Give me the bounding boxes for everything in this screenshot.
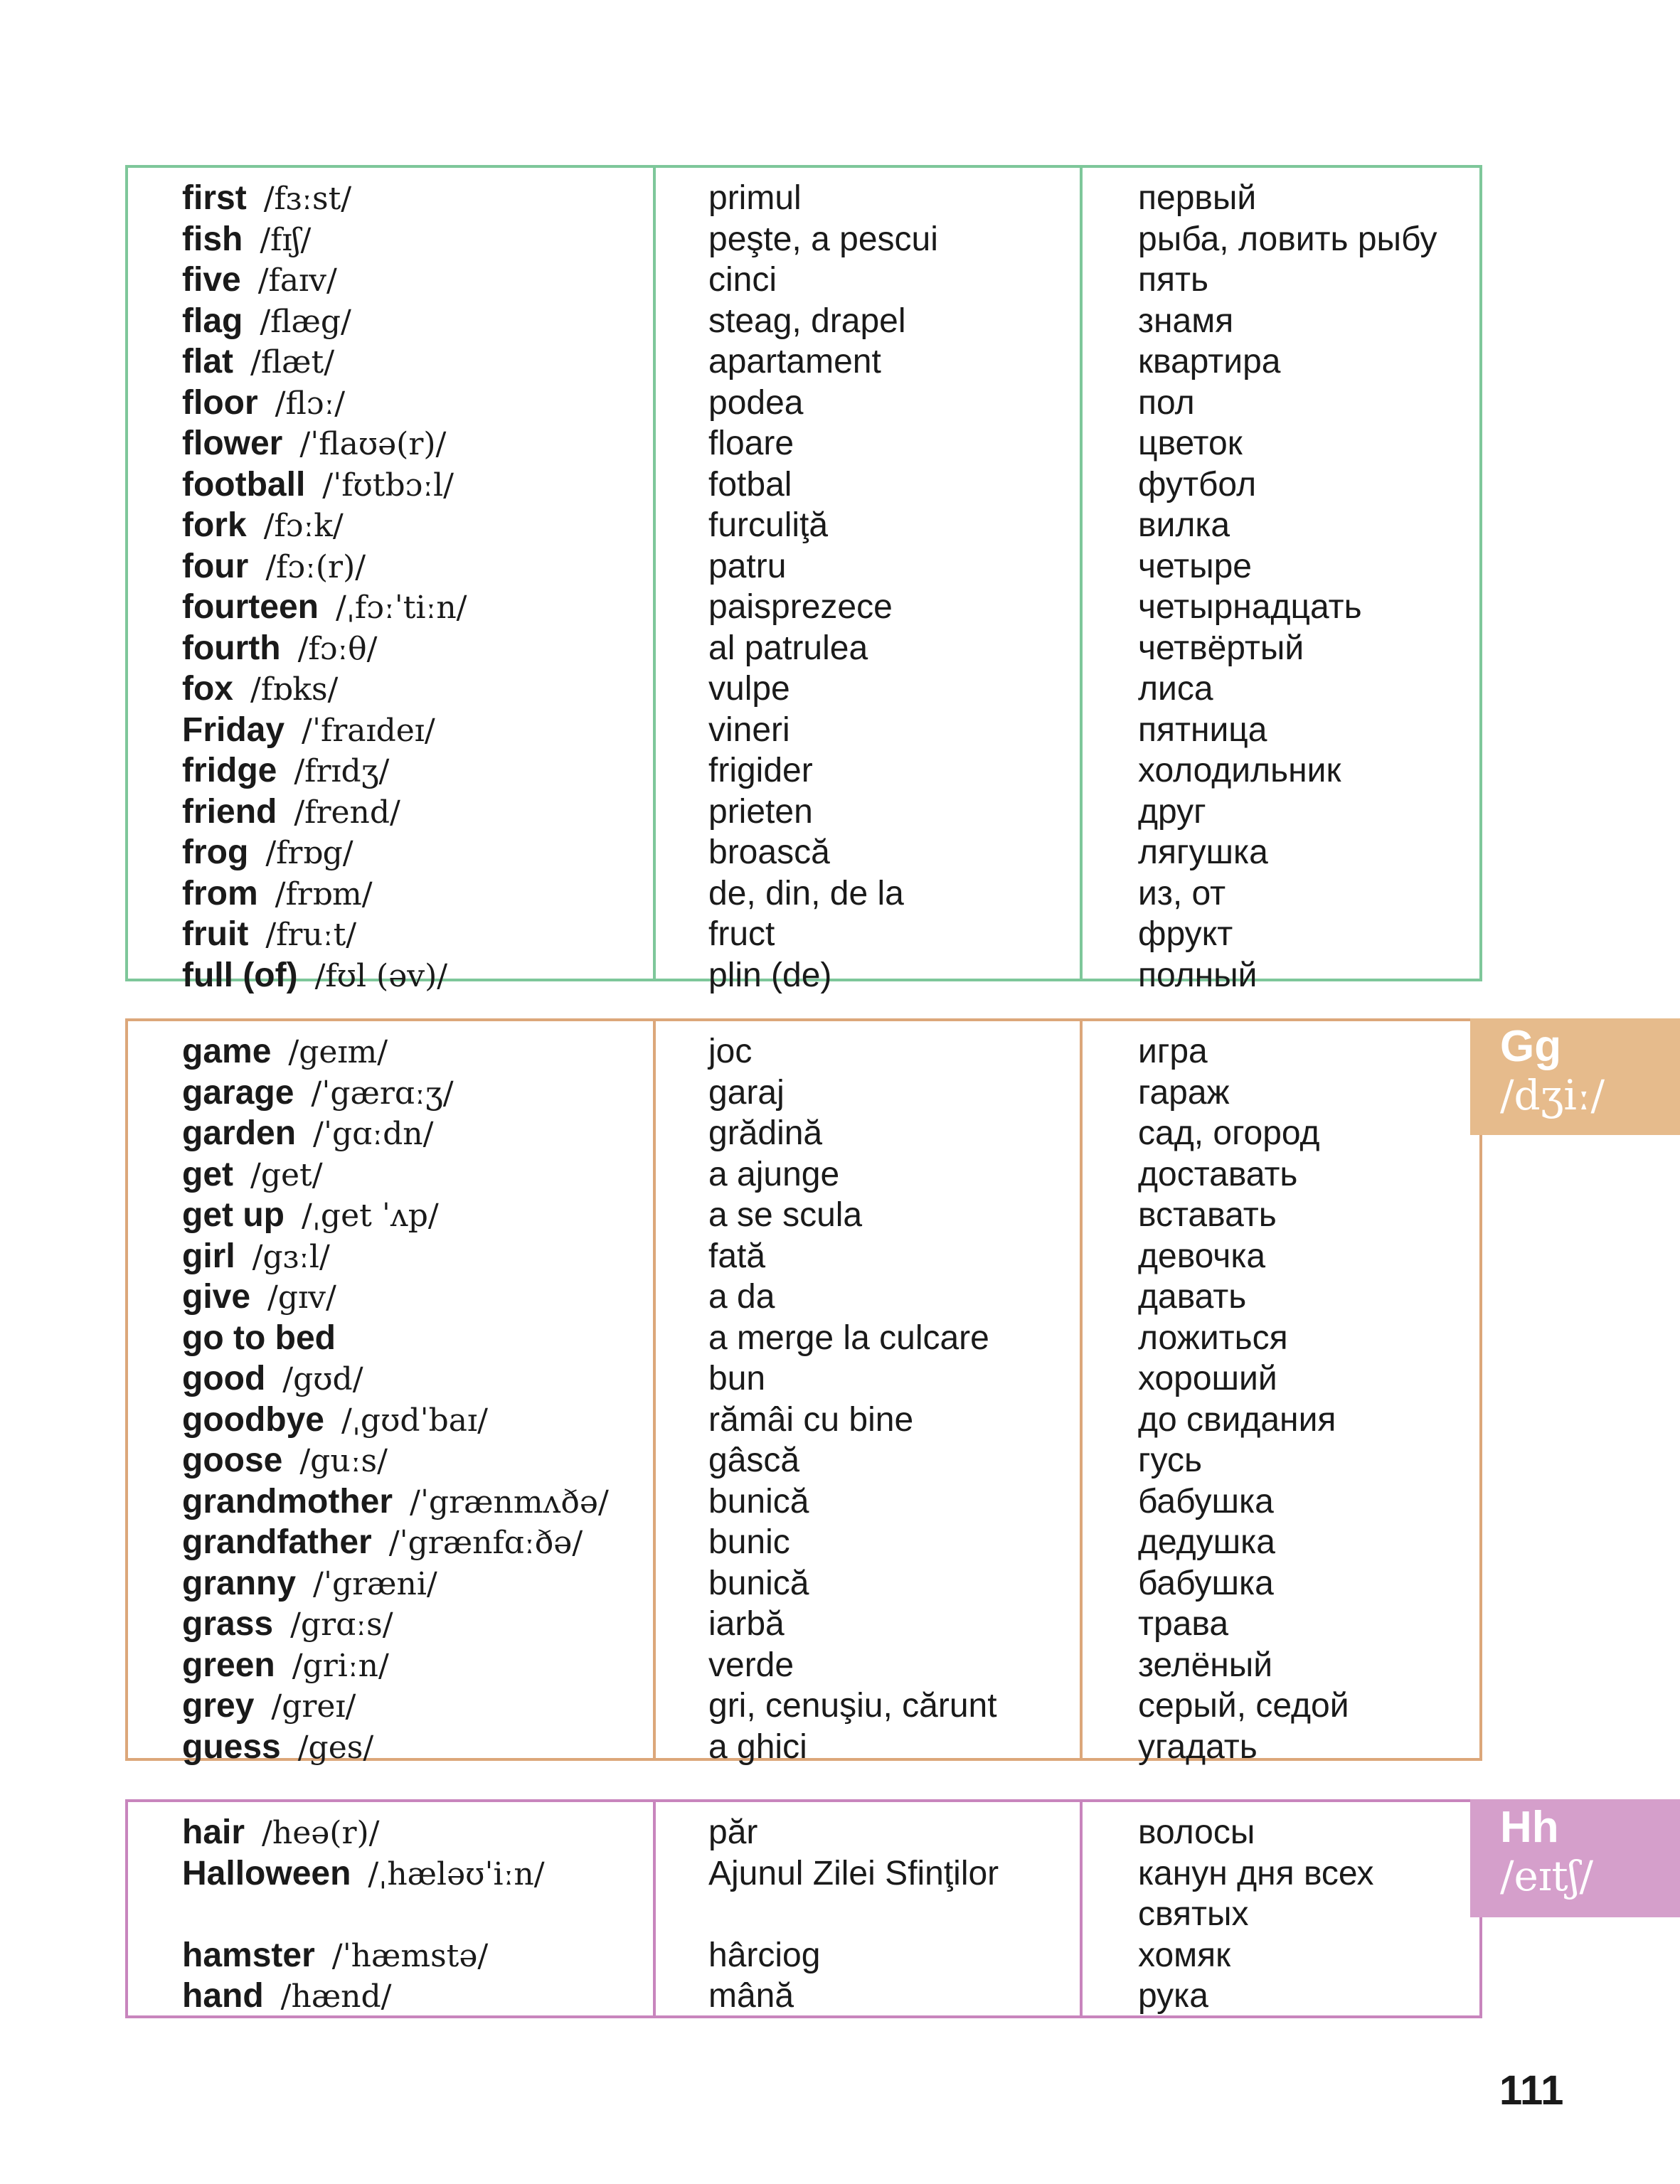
russian-translation: волосы: [1138, 1813, 1255, 1851]
english-cell: [182, 1113, 433, 1154]
vocab-row: [128, 832, 1479, 873]
transcription: /fʊl (əv)/: [314, 957, 448, 994]
vocab-row: [128, 1195, 1479, 1236]
romanian-translation: hârciog: [708, 1936, 821, 1974]
romanian-translation: broască: [708, 833, 830, 871]
russian-translation: бабушка: [1138, 1482, 1274, 1520]
romanian-translation: de, din, de la: [708, 874, 904, 912]
english-word: friend: [182, 792, 277, 831]
russian-translation: из, от: [1138, 874, 1226, 912]
romanian-translation: gri, cenuşiu, cărunt: [708, 1687, 997, 1725]
russian-translation: полный: [1138, 956, 1258, 994]
vocab-row: [128, 668, 1479, 710]
vocab-row: [128, 1277, 1479, 1318]
transcription: /flæt/: [250, 344, 335, 380]
vocab-row: [128, 1358, 1479, 1400]
english-word: fourteen: [182, 588, 319, 626]
vocab-row: [128, 219, 1479, 260]
transcription: /fɪʃ/: [260, 221, 312, 258]
russian-translation: холодильник: [1138, 752, 1341, 789]
transcription: /fɔːk/: [263, 508, 344, 544]
english-cell: [182, 628, 378, 669]
romanian-translation: a ghici: [708, 1727, 807, 1766]
romanian-translation: bunică: [708, 1482, 809, 1520]
english-cell: [182, 260, 337, 301]
g-words-table: [125, 1018, 1482, 1766]
romanian-translation: verde: [708, 1646, 794, 1684]
english-word: hair: [182, 1813, 245, 1851]
vocab-row: [128, 1154, 1479, 1195]
vocab-row: [128, 341, 1479, 383]
russian-translation: четырнадцать: [1138, 588, 1362, 626]
english-cell: [182, 1935, 488, 1976]
vocab-row: [128, 1400, 1479, 1441]
vocab-row: [128, 914, 1479, 955]
transcription: /ˌget ˈʌp/: [301, 1198, 439, 1234]
russian-translation: давать: [1138, 1278, 1247, 1316]
russian-translation: сад, огород: [1138, 1114, 1320, 1152]
vocab-row: [128, 587, 1479, 628]
transcription: /ˈgærɑːʒ/: [311, 1075, 454, 1112]
russian-translation: гараж: [1138, 1073, 1230, 1112]
russian-translation: квартира: [1138, 343, 1281, 380]
russian-translation: лягушка: [1138, 833, 1268, 871]
russian-translation: зелёный: [1138, 1646, 1273, 1684]
tab-ipa: /dʒiː/: [1500, 1071, 1605, 1119]
russian-translation: гусь: [1138, 1442, 1202, 1479]
romanian-translation: prieten: [708, 792, 813, 831]
romanian-translation: grădină: [708, 1114, 823, 1152]
russian-translation: рука: [1138, 1977, 1208, 2015]
vocab-row: [128, 1812, 1479, 1853]
english-cell: [182, 832, 353, 873]
transcription: /heə(r)/: [262, 1815, 380, 1851]
english-cell: [182, 423, 446, 464]
english-cell: [182, 1236, 330, 1277]
russian-translation: угадать: [1138, 1727, 1258, 1766]
transcription: /frɪdʒ/: [294, 753, 390, 789]
vocab-row: [128, 628, 1479, 669]
russian-translation: пятница: [1138, 710, 1267, 749]
tab-ipa: /eɪtʃ/: [1500, 1852, 1594, 1900]
english-cell: [182, 341, 334, 383]
vocab-row: [128, 1976, 1479, 2017]
vocab-row: [128, 1440, 1479, 1481]
russian-translation: хороший: [1138, 1360, 1277, 1397]
vocab-row: [128, 1481, 1479, 1523]
transcription: /hænd/: [280, 1978, 392, 2015]
russian-translation: вставать: [1138, 1196, 1277, 1234]
transcription: /ˈgrænfɑːðə/: [388, 1525, 583, 1561]
russian-translation: вилка: [1138, 506, 1230, 544]
english-cell: [182, 1195, 439, 1236]
transcription: /flɔː/: [275, 385, 346, 422]
transcription: /ˈgræni/: [313, 1565, 437, 1602]
romanian-translation: frigider: [708, 752, 813, 789]
transcription: /gʊd/: [282, 1361, 363, 1397]
romanian-translation: Ajunul Zilei Sfinţilor: [708, 1854, 999, 1892]
english-cell: [182, 873, 373, 915]
romanian-translation: rămâi cu bine: [708, 1400, 914, 1439]
transcription: /ˌgʊdˈbaɪ/: [341, 1402, 488, 1439]
english-word: Friday: [182, 710, 285, 749]
romanian-translation: bunic: [708, 1523, 790, 1561]
english-cell: [182, 1727, 373, 1768]
romanian-translation: primul: [708, 179, 802, 217]
russian-translation: пол: [1138, 383, 1195, 422]
english-cell: [182, 710, 435, 751]
english-word: fruit: [182, 915, 249, 953]
romanian-translation: plin (de): [708, 956, 832, 994]
romanian-translation: păr: [708, 1813, 758, 1851]
english-word: full (of): [182, 956, 298, 994]
english-word: fox: [182, 670, 233, 708]
russian-translation: рыба, ловить рыбу: [1138, 220, 1437, 258]
vocab-row: [128, 1645, 1479, 1686]
vocab-row: [128, 1727, 1479, 1768]
transcription: /ˈhæmstə/: [331, 1937, 489, 1974]
english-word: granny: [182, 1564, 297, 1602]
transcription: /ˈfʊtbɔːl/: [322, 467, 454, 504]
english-word: garage: [182, 1073, 294, 1112]
russian-translation: футбол: [1138, 465, 1257, 504]
romanian-translation: furculiţă: [708, 506, 829, 544]
transcription: /fruːt/: [265, 917, 357, 953]
vocab-row: [128, 792, 1479, 833]
transcription: /ˈfraɪdeɪ/: [302, 712, 435, 749]
english-cell: [182, 1358, 363, 1400]
tab-letter: Gg: [1500, 1022, 1562, 1071]
romanian-translation: apartament: [708, 343, 881, 380]
romanian-translation: patru: [708, 547, 787, 585]
romanian-translation: a se scula: [708, 1196, 863, 1234]
english-word: four: [182, 547, 249, 585]
transcription: /grɑːs/: [290, 1607, 393, 1643]
russian-translation: пять: [1138, 261, 1208, 299]
romanian-translation: fată: [708, 1237, 766, 1275]
romanian-translation: mână: [708, 1977, 794, 2015]
russian-translation: до свидания: [1138, 1400, 1336, 1439]
english-word: from: [182, 874, 258, 912]
vocab-row: [128, 546, 1479, 587]
vocab-row: [128, 1236, 1479, 1277]
transcription: /greɪ/: [271, 1688, 356, 1725]
english-word: good: [182, 1360, 266, 1397]
english-cell: [182, 792, 400, 833]
russian-translation: канун дня всех: [1138, 1854, 1374, 1892]
romanian-translation: floare: [708, 425, 794, 462]
english-cell: [182, 464, 454, 506]
romanian-translation: podea: [708, 383, 804, 422]
english-word: grandfather: [182, 1523, 372, 1561]
english-word: get up: [182, 1196, 285, 1234]
english-cell: [182, 955, 447, 996]
english-cell: [182, 1481, 609, 1523]
transcription: /get/: [250, 1156, 323, 1193]
romanian-translation: iarbă: [708, 1605, 785, 1643]
english-cell: [182, 383, 345, 424]
russian-translation: игра: [1138, 1033, 1208, 1070]
english-word: first: [182, 179, 247, 217]
english-cell: [182, 1853, 545, 1895]
english-word: grey: [182, 1687, 255, 1725]
russian-translation: лиса: [1138, 670, 1213, 708]
english-cell: [182, 1976, 392, 2017]
english-cell: [182, 1563, 437, 1604]
transcription: /fɜːst/: [263, 181, 352, 217]
transcription: /ˌhæləʊˈiːn/: [368, 1855, 545, 1892]
english-cell: [182, 1440, 388, 1481]
russian-translation: знамя: [1138, 302, 1234, 340]
english-cell: [182, 1154, 323, 1195]
transcription: /fɔː(r)/: [265, 548, 366, 585]
english-word: give: [182, 1278, 251, 1316]
english-word: go to bed: [182, 1319, 336, 1357]
transcription: /ˈgɑːdn/: [313, 1116, 434, 1152]
vocab-row: [128, 1894, 1479, 1935]
vocab-row: [128, 260, 1479, 301]
english-word: fridge: [182, 752, 277, 789]
transcription: /ges/: [297, 1729, 374, 1766]
transcription: /griːn/: [292, 1647, 389, 1684]
english-cell: [182, 587, 467, 628]
vocab-row: [128, 1563, 1479, 1604]
english-word: get: [182, 1155, 233, 1193]
vocab-row: [128, 1522, 1479, 1563]
transcription: /flæg/: [260, 303, 351, 340]
english-word: green: [182, 1646, 275, 1684]
english-cell: [182, 219, 311, 260]
romanian-translation: gâscă: [708, 1442, 800, 1479]
english-cell: [182, 668, 338, 710]
english-cell: [182, 1318, 353, 1359]
english-word: flag: [182, 302, 243, 340]
vocab-row: [128, 464, 1479, 506]
russian-translation: девочка: [1138, 1237, 1266, 1275]
english-word: girl: [182, 1237, 235, 1275]
vocab-row: [128, 1853, 1479, 1895]
transcription: /faɪv/: [257, 262, 337, 299]
english-cell: [182, 178, 351, 219]
russian-translation: дедушка: [1138, 1523, 1275, 1561]
vocab-row: [128, 1935, 1479, 1976]
romanian-translation: garaj: [708, 1073, 785, 1112]
romanian-translation: joc: [708, 1033, 753, 1070]
romanian-translation: a da: [708, 1278, 775, 1316]
romanian-translation: vulpe: [708, 670, 790, 708]
vocab-row: [128, 710, 1479, 751]
vocab-row: [128, 1113, 1479, 1154]
vocab-row: [128, 505, 1479, 546]
english-word: fork: [182, 506, 247, 544]
letter-tab-g: [1470, 1018, 1680, 1135]
english-word: five: [182, 261, 241, 299]
english-word: frog: [182, 833, 249, 871]
english-word: flower: [182, 425, 283, 462]
vocab-row: [128, 955, 1479, 996]
english-cell: [182, 1685, 356, 1727]
english-word: game: [182, 1033, 272, 1070]
russian-translation: первый: [1138, 179, 1257, 217]
romanian-translation: fotbal: [708, 465, 792, 504]
vocab-row: [128, 423, 1479, 464]
russian-translation: четвёртый: [1138, 629, 1304, 667]
english-word: floor: [182, 383, 258, 422]
english-cell: [182, 1645, 389, 1686]
english-word: grandmother: [182, 1482, 393, 1520]
english-word: fourth: [182, 629, 281, 667]
transcription: /ˈgrænmʌðə/: [410, 1483, 609, 1520]
english-word: hamster: [182, 1936, 315, 1974]
english-word: guess: [182, 1727, 281, 1766]
transcription: /fɒks/: [250, 671, 339, 708]
tab-letter: Hh: [1500, 1803, 1559, 1852]
english-cell: [182, 750, 389, 792]
romanian-translation: peşte, a pescui: [708, 220, 938, 258]
vocab-row: [128, 1031, 1479, 1072]
english-cell: [182, 1604, 393, 1645]
transcription: /frɒg/: [265, 835, 353, 871]
romanian-translation: fruct: [708, 915, 775, 953]
russian-translation: ложиться: [1138, 1319, 1288, 1357]
transcription: /gɜːl/: [252, 1238, 330, 1275]
english-cell: [182, 1522, 583, 1563]
vocab-row: [128, 873, 1479, 915]
letter-tab-h: [1470, 1799, 1680, 1917]
vocab-row: [128, 178, 1479, 219]
vocab-row: [128, 750, 1479, 792]
transcription: /guːs/: [299, 1443, 388, 1479]
romanian-translation: steag, drapel: [708, 302, 906, 340]
english-word: goodbye: [182, 1400, 324, 1439]
english-word: football: [182, 465, 306, 504]
vocab-row: [128, 1072, 1479, 1114]
romanian-translation: paisprezece: [708, 588, 893, 626]
russian-translation: друг: [1138, 792, 1206, 831]
english-cell: [182, 301, 351, 342]
english-cell: [182, 1031, 388, 1072]
english-word: goose: [182, 1442, 283, 1479]
russian-translation: бабушка: [1138, 1564, 1274, 1602]
english-word: Halloween: [182, 1854, 351, 1892]
russian-translation: трава: [1138, 1605, 1229, 1643]
russian-translation: доставать: [1138, 1155, 1298, 1193]
transcription: /frend/: [294, 794, 400, 831]
english-word: grass: [182, 1605, 274, 1643]
vocab-row: [128, 1318, 1479, 1359]
english-word: flat: [182, 343, 233, 380]
english-word: garden: [182, 1114, 297, 1152]
english-word: hand: [182, 1977, 264, 2015]
english-cell: [182, 505, 344, 546]
english-cell: [182, 914, 356, 955]
english-cell: [182, 1812, 379, 1853]
vocab-row: [128, 1604, 1479, 1645]
russian-translation: цветок: [1138, 425, 1243, 462]
romanian-translation: bun: [708, 1360, 766, 1397]
romanian-translation: a ajunge: [708, 1155, 840, 1193]
russian-translation: святых: [1138, 1895, 1249, 1933]
transcription: /fɔːθ/: [297, 630, 378, 667]
english-cell: [182, 1072, 454, 1114]
vocab-row: [128, 383, 1479, 424]
vocab-row: [128, 1685, 1479, 1727]
russian-translation: четыре: [1138, 547, 1252, 585]
vocab-row: [128, 301, 1479, 342]
transcription: /ˌfɔːˈtiːn/: [336, 590, 467, 626]
russian-translation: хомяк: [1138, 1936, 1231, 1974]
transcription: /frɒm/: [275, 875, 373, 912]
russian-translation: фрукт: [1138, 915, 1233, 953]
romanian-translation: vineri: [708, 710, 790, 749]
romanian-translation: bunică: [708, 1564, 809, 1602]
transcription: /geɪm/: [288, 1034, 388, 1070]
english-cell: [182, 1400, 488, 1441]
romanian-translation: a merge la culcare: [708, 1319, 989, 1357]
russian-translation: серый, седой: [1138, 1687, 1349, 1725]
transcription: /ˈflaʊə(r)/: [299, 426, 447, 462]
f-words-table: [125, 165, 1482, 994]
romanian-translation: cinci: [708, 261, 777, 299]
transcription: /gɪv/: [267, 1279, 336, 1316]
h-words-table: [125, 1799, 1482, 2018]
english-cell: [182, 546, 366, 587]
english-word: fish: [182, 220, 243, 258]
page-number: 111: [1499, 2067, 1564, 2114]
english-cell: [182, 1894, 199, 1935]
english-cell: [182, 1277, 336, 1318]
romanian-translation: al patrulea: [708, 629, 868, 667]
